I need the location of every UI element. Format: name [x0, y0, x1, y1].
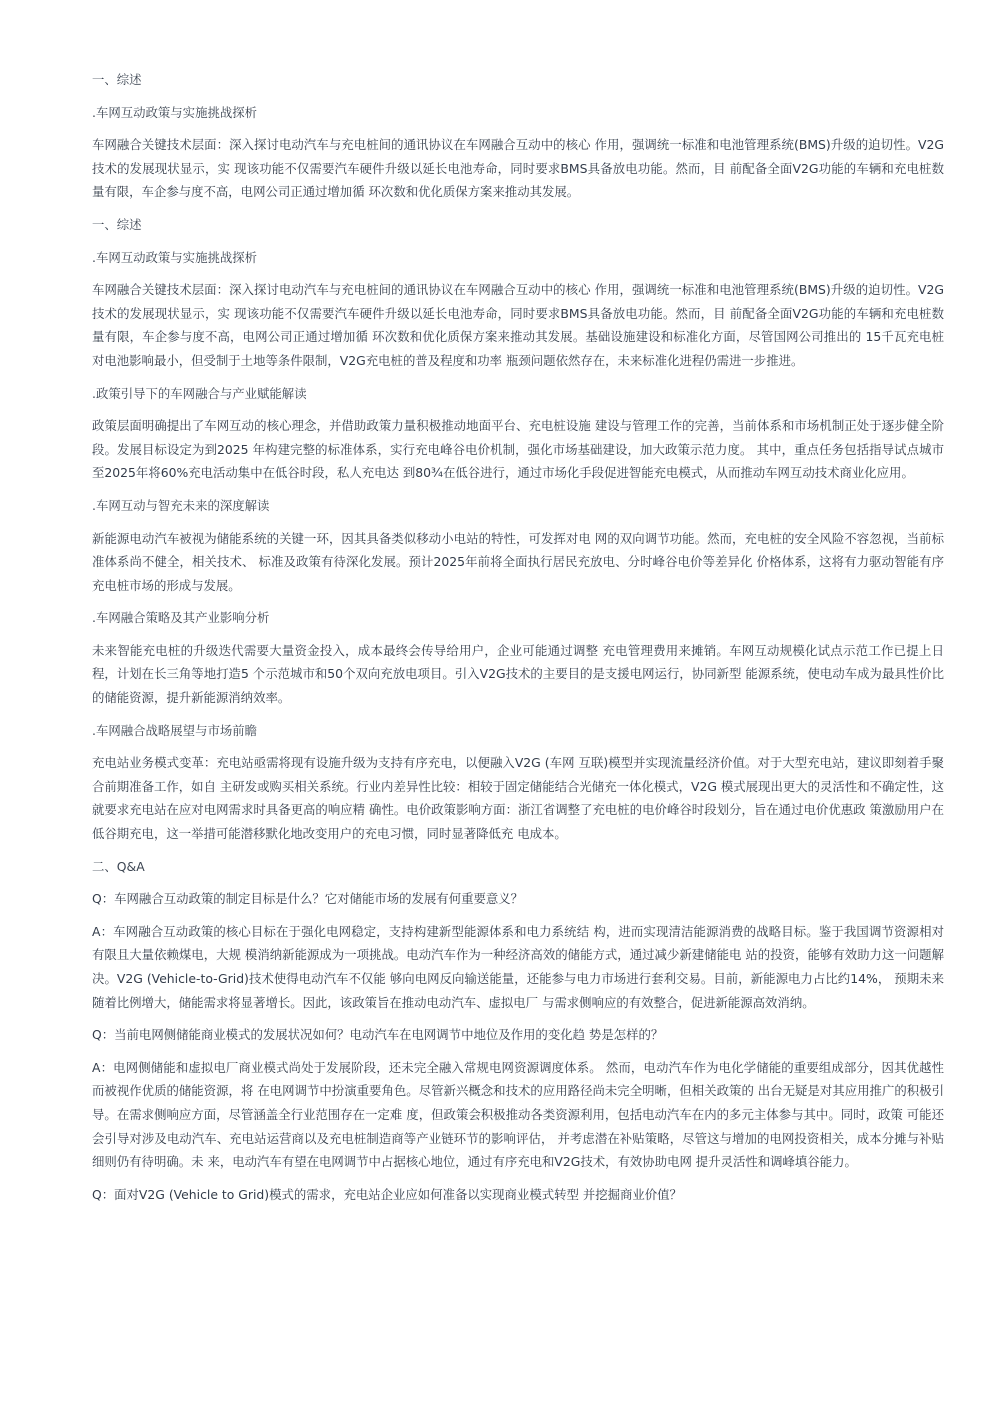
paragraph: 政策层面明确提出了车网互动的核心理念，并借助政策力量积极推动地面平台、充电桩设施 建设与管理工作的完善，当前体系和市场机制正处于逐步健全阶段。发展目标设定为到2025 年构建完整的标准体系，实行充电峰谷电价机制，强化市场基础建设，加大政策示范力度。 其中，重点任务包括指导试点城市至2025年将60%充电活动集中在低谷时段，私人充电达 到80¾在低谷进行，通过市场化手段促进智能充电模式，从而推动车网互动技术商业化应用。: [92, 418, 944, 481]
paragraph: 新能源电动汽车被视为储能系统的关键一环，因其具备类似移动小电站的特性，可发挥对电 网的双向调节功能。然而，充电桩的安全风险不容忽视，当前标准体系尚不健全，相关技术、 标准及政策有待深化发展。预计2025年前将全面执行居民充放电、分时峰谷电价等差异化 价格体系，这将有力驱动智能有序充电桩市场的形成与发展。: [92, 530, 944, 593]
question: Q：车网融合互动政策的制定目标是什么？它对储能市场的发展有何重要意义？: [92, 891, 524, 907]
section-heading: 二、Q&A: [92, 858, 145, 874]
document-body: [92, 68, 944, 1215]
subsection-heading: .政策引导下的车网融合与产业赋能解读: [92, 385, 307, 401]
subsection-heading: .车网融合战略展望与市场前瞻: [92, 722, 258, 738]
question: Q：面对V2G (Vehicle to Grid)模式的需求，充电站企业应如何准备以实现商业模式转型 并挖掘商业价值？: [92, 1186, 682, 1202]
paragraph: 车网融合关键技术层面：深入探讨电动汽车与充电桩间的通讯协议在车网融合互动中的核心 作用，强调统一标准和电池管理系统(BMS)升级的迫切性。V2G技术的发展现状显示，实 现该功能不仅需要汽车硬件升级以延长电池寿命，同时要求BMS具备放电功能。然而，目 前配备全面V2G功能的车辆和充电桩数量有限，车企参与度不高，电网公司正通过增加循 环次数和优化质保方案来推动其发展。: [92, 137, 944, 200]
answer: A：电网侧储能和虚拟电厂商业模式尚处于发展阶段，还未完全融入常规电网资源调度体系。 然而，电动汽车作为电化学储能的重要组成部分，因其优越性而被视作优质的储能资源，将 在电网调节中扮演重要角色。尽管新兴概念和技术的应用路径尚未完全明晰，但相关政策的 出台无疑是对其应用推广的积极引导。在需求侧响应方面，尽管涵盖全行业范围存在一定难 度，但政策会积极推动各类资源利用，包括电动汽车在内的多元主体参与其中。同时，政策 可能还会引导对涉及电动汽车、充电站运营商以及充电桩制造商等产业链环节的影响评估， 并考虑潜在补贴策略，尽管这与增加的电网投资相关，成本分摊与补贴细则仍有待明确。未 来，电动汽车有望在电网调节中占据核心地位，通过有序充电和V2G技术，有效协助电网 提升灵活性和调峰填谷能力。: [92, 1059, 944, 1170]
paragraph: 车网融合关键技术层面：深入探讨电动汽车与充电桩间的通讯协议在车网融合互动中的核心 作用，强调统一标准和电池管理系统(BMS)升级的迫切性。V2G技术的发展现状显示，实 现该功能不仅需要汽车硬件升级以延长电池寿命，同时要求BMS具备放电功能。然而，目 前配备全面V2G功能的车辆和充电桩数量有限，车企参与度不高，电网公司正通过增加循 环次数和优化质保方案来推动其发展。基础设施建设和标准化方面，尽管国网公司推出的 15千瓦充电桩对电池影响最小，但受制于土地等条件限制，V2G充电桩的普及程度和功率 瓶颈问题依然存在，未来标准化进程仍需进一步推进。: [92, 282, 944, 368]
subsection-heading: .车网互动政策与实施挑战探析: [92, 104, 258, 120]
subsection-heading: .车网互动政策与实施挑战探析: [92, 249, 258, 265]
paragraph: 未来智能充电桩的升级迭代需要大量资金投入，成本最终会传导给用户，企业可能通过调整 充电管理费用来摊销。车网互动规模化试点示范工作已提上日程，计划在长三角等地打造5 个示范城市和50个双向充放电项目。引入V2G技术的主要目的是支援电网运行，协同新型 能源系统，使电动车成为最具性价比的储能资源，提升新能源消纳效率。: [92, 642, 944, 706]
subsection-heading: .车网互动与智充未来的深度解读: [92, 497, 270, 513]
question: Q：当前电网侧储能商业模式的发展状况如何？电动汽车在电网调节中地位及作用的变化趋 势是怎样的？: [92, 1027, 664, 1043]
section-heading: 一、综述: [92, 216, 142, 232]
subsection-heading: .车网融合策略及其产业影响分析: [92, 610, 270, 626]
answer: A：车网融合互动政策的核心目标在于强化电网稳定，支持构建新型能源体系和电力系统结 构，进而实现清洁能源消费的战略目标。鉴于我国调节资源相对有限且大量依赖煤电，大规 模消纳新能源成为一项挑战。电动汽车作为一种经济高效的储能方式，通过减少新建储能电 站的投资，能够有效助力这一问题解决。V2G (Vehicle-to-Grid)技术使得电动汽车不仅能 够向电网反向输送能量，还能参与电力市场进行套利交易。目前，新能源电力占比约14%， 预期未来随着比例增大，储能需求将显著增长。因此，该政策旨在推动电动汽车、虚拟电厂 与需求侧响应的有效整合，促进新能源高效消纳。: [92, 923, 944, 1010]
paragraph: 充电站业务模式变革：充电站亟需将现有设施升级为支持有序充电，以便融入V2G (车网 互联)模型并实现流量经济价值。对于大型充电站，建议即刻着手聚合前期准备工作，如自 主研发或购买相关系统。行业内差异性比较：相较于固定储能结合光储充一体化模式，V2G 模式展现出更大的灵活性和不确定性，这就要求充电站在应对电网需求时具备更高的响应精 确性。电价政策影响方面：浙江省调整了充电桩的电价峰谷时段划分，旨在通过电价优惠政 策激励用户在低谷期充电，这一举措可能潜移默化地改变用户的充电习惯，同时显著降低充 电成本。: [92, 755, 944, 842]
section-heading: 一、综述: [92, 72, 142, 87]
